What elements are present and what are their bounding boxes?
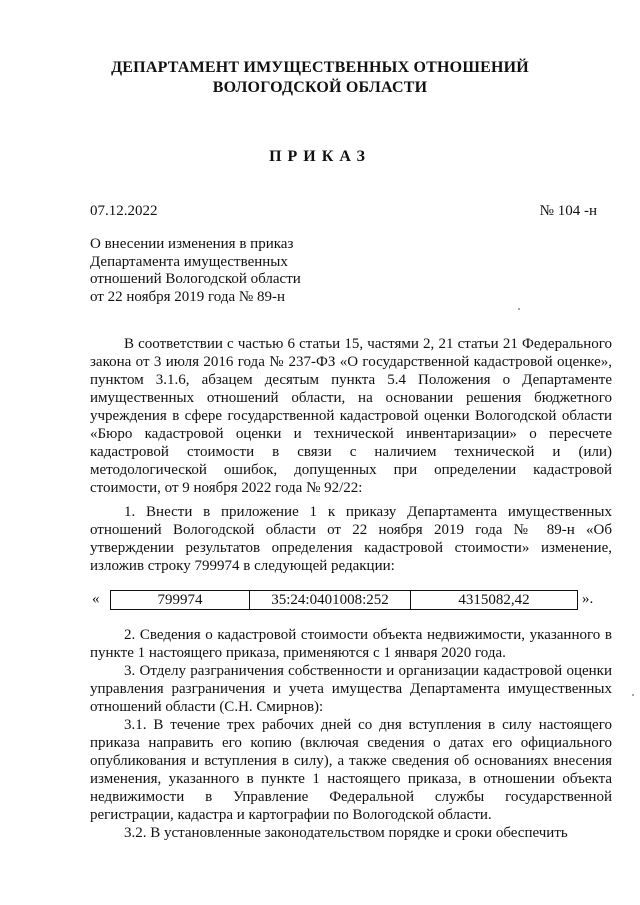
record-cadastral-number: 35:24:0401008:252 bbox=[250, 591, 411, 609]
subject-line: отношений Вологодской области bbox=[90, 271, 301, 287]
header-line-2: ВОЛОГОДСКОЙ ОБЛАСТИ bbox=[212, 79, 428, 96]
record-table bbox=[110, 590, 578, 610]
subject-line: Департамента имущественных bbox=[90, 253, 288, 270]
record-cadastral-value: 4315082,42 bbox=[458, 592, 530, 608]
record-row-number: 799974 bbox=[111, 591, 250, 609]
preamble-section bbox=[90, 335, 612, 497]
scan-speck bbox=[632, 694, 634, 696]
department-header bbox=[0, 58, 640, 98]
header-line-1: ДЕПАРТАМЕНТ ИМУЩЕСТВЕННЫХ ОТНОШЕНИЙ bbox=[111, 59, 529, 76]
document-date: 07.12.2022 bbox=[90, 203, 158, 219]
item-paragraph: 2. Сведения о кадастровой стоимости объекта недвижимости, указанного в пункте 1 настоящего приказа, применяются с 1 января 2020 года. bbox=[90, 627, 612, 661]
subject-line: от 22 ноября 2019 года № 89-н bbox=[90, 288, 285, 305]
record-open-quote: « bbox=[92, 591, 100, 607]
record-row bbox=[92, 590, 612, 610]
subject-line: О внесении изменения в приказ bbox=[90, 236, 294, 252]
item-paragraph: 3. Отделу разграничения собственности и организации кадастровой оценки управления разграничения и учета имущества Департамента имущественных отношений области (С.Н. Смирнов): bbox=[90, 663, 612, 715]
document-number: № 104 -н bbox=[539, 203, 597, 219]
item-paragraph: 3.1. В течение трех рабочих дней со дня вступления в силу настоящего приказа направить его копию (включая сведения о датах его официального опубликования и вступления в силу), а также сведения об основаниях внесения изменения, указанного в пункте 1 настоящего приказа, в отношении объекта недвижимости в Управление Федеральной службы государственной регистрации, кадастра и картографии по Вологодской области. bbox=[90, 717, 612, 823]
document-type-title: ПРИКАЗ bbox=[269, 148, 371, 165]
scan-speck bbox=[518, 308, 520, 310]
item-1-paragraph: 1. Внести в приложение 1 к приказу Департамента имущественных отношений Вологодской области от 22 ноября 2019 года № 89-н «Об утверждении результатов определения кадастровой стоимости» изменение, изложив строку 799974 в следующей редакции: bbox=[90, 504, 612, 574]
items-section bbox=[90, 626, 612, 842]
preamble-paragraph: В соответствии с частью 6 статьи 15, частями 2, 21 статьи 21 Федерального закона от 3 июля 2016 года № 237-ФЗ «О государственной кадастровой оценке», пунктом 3.1.6, абзацем десятым пункта 5.4 Положения о Департаменте имущественных отношений области, на основании решения бюджетного учреждения в сфере государственной кадастровой оценки Вологодской области «Бюро кадастровой оценки и технической инвентаризации» о пересчете кадастровой стоимости в связи с наличием технической и (или) методологической ошибок, допущенных при определении кадастровой стоимости, от 9 ноября 2022 года № 92/22: bbox=[90, 336, 612, 496]
item-paragraph: 3.2. В установленные законодательством порядке и сроки обеспечить bbox=[124, 825, 568, 841]
document-subject bbox=[90, 236, 390, 306]
record-close-quote: ». bbox=[582, 591, 594, 607]
item-1-section bbox=[90, 503, 612, 575]
